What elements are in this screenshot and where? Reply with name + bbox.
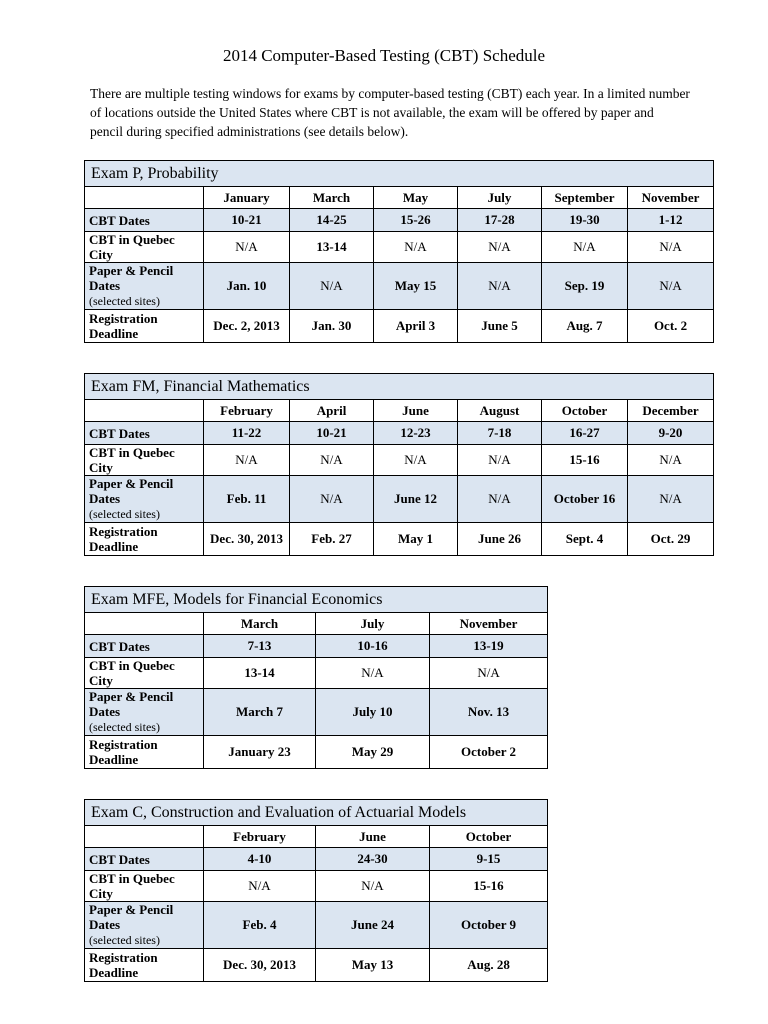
row-label-text: CBT in Quebec City bbox=[89, 658, 175, 688]
row-quebec bbox=[85, 445, 714, 476]
row-label-paper bbox=[85, 902, 204, 949]
date-cell: Feb. 27 bbox=[290, 523, 374, 556]
row-paper bbox=[85, 902, 548, 949]
date-cell: 10-21 bbox=[204, 209, 290, 232]
date-cell: 13-19 bbox=[430, 635, 548, 658]
row-label-subtext: (selected sites) bbox=[89, 294, 160, 308]
row-label-quebec bbox=[85, 871, 204, 902]
date-cell: 12-23 bbox=[374, 422, 458, 445]
date-cell: N/A bbox=[204, 445, 290, 476]
row-label-text: CBT in Quebec City bbox=[89, 445, 175, 475]
row-label-text: Registration Deadline bbox=[89, 737, 158, 767]
row-label-text: Paper & Pencil Dates bbox=[89, 476, 174, 506]
date-cell: May 15 bbox=[374, 263, 458, 310]
exam-title: Exam C, Construction and Evaluation of Actuarial Models bbox=[85, 800, 548, 826]
row-label-paper bbox=[85, 476, 204, 523]
date-cell: April 3 bbox=[374, 310, 458, 343]
row-cbt bbox=[85, 848, 548, 871]
date-cell: 9-15 bbox=[430, 848, 548, 871]
date-cell: N/A bbox=[204, 871, 316, 902]
date-cell: N/A bbox=[628, 445, 714, 476]
date-cell: 11-22 bbox=[204, 422, 290, 445]
date-cell: Nov. 13 bbox=[430, 689, 548, 736]
row-label-quebec bbox=[85, 658, 204, 689]
date-cell: 15-16 bbox=[542, 445, 628, 476]
exam-title: Exam MFE, Models for Financial Economics bbox=[85, 587, 548, 613]
date-cell: June 12 bbox=[374, 476, 458, 523]
date-cell: June 24 bbox=[316, 902, 430, 949]
row-label-text: CBT Dates bbox=[89, 425, 150, 441]
date-cell: 10-16 bbox=[316, 635, 430, 658]
row-label-text: CBT in Quebec City bbox=[89, 871, 175, 901]
date-cell: January 23 bbox=[204, 736, 316, 769]
date-cell: 4-10 bbox=[204, 848, 316, 871]
row-label-text: Registration Deadline bbox=[89, 524, 158, 554]
row-label-subtext: (selected sites) bbox=[89, 507, 160, 521]
date-cell: March 7 bbox=[204, 689, 316, 736]
row-label-cbt bbox=[85, 209, 204, 232]
date-cell: June 5 bbox=[458, 310, 542, 343]
date-cell: N/A bbox=[316, 658, 430, 689]
exam-table bbox=[84, 373, 714, 556]
row-label-text: CBT Dates bbox=[89, 638, 150, 654]
row-label-cbt bbox=[85, 635, 204, 658]
date-cell: Dec. 2, 2013 bbox=[204, 310, 290, 343]
intro-paragraph: There are multiple testing windows for exams by computer-based testing (CBT) each year. In a limited number of locations outside the United States where CBT is not available, the exam will be offered by paper and pencil during specified administrations (see details below). bbox=[90, 86, 690, 139]
month-header: April bbox=[290, 400, 374, 422]
month-header: March bbox=[204, 613, 316, 635]
row-label-text: Paper & Pencil Dates bbox=[89, 689, 174, 719]
month-header: October bbox=[430, 826, 548, 848]
row-label-paper bbox=[85, 689, 204, 736]
date-cell: N/A bbox=[458, 476, 542, 523]
month-header: July bbox=[458, 187, 542, 209]
month-header: January bbox=[204, 187, 290, 209]
page-title: 2014 Computer-Based Testing (CBT) Schedule bbox=[222, 46, 546, 65]
row-cbt bbox=[85, 635, 548, 658]
date-cell: 7-13 bbox=[204, 635, 316, 658]
row-cbt bbox=[85, 209, 714, 232]
row-reg bbox=[85, 949, 548, 982]
date-cell: N/A bbox=[290, 476, 374, 523]
date-cell: N/A bbox=[628, 476, 714, 523]
date-cell: N/A bbox=[290, 263, 374, 310]
row-paper bbox=[85, 263, 714, 310]
date-cell: July 10 bbox=[316, 689, 430, 736]
month-header: December bbox=[628, 400, 714, 422]
date-cell: 9-20 bbox=[628, 422, 714, 445]
date-cell: 17-28 bbox=[458, 209, 542, 232]
date-cell: 19-30 bbox=[542, 209, 628, 232]
date-cell: N/A bbox=[542, 232, 628, 263]
row-label-cbt bbox=[85, 848, 204, 871]
row-label-text: Paper & Pencil Dates bbox=[89, 902, 174, 932]
date-cell: N/A bbox=[290, 445, 374, 476]
date-cell: Dec. 30, 2013 bbox=[204, 523, 290, 556]
date-cell: 10-21 bbox=[290, 422, 374, 445]
date-cell: N/A bbox=[458, 232, 542, 263]
row-label-quebec bbox=[85, 232, 204, 263]
row-label-reg bbox=[85, 949, 204, 982]
date-cell: N/A bbox=[316, 871, 430, 902]
month-header: February bbox=[204, 826, 316, 848]
date-cell: N/A bbox=[628, 263, 714, 310]
date-cell: May 1 bbox=[374, 523, 458, 556]
row-quebec bbox=[85, 658, 548, 689]
row-label-text: CBT in Quebec City bbox=[89, 232, 175, 262]
row-label-quebec bbox=[85, 445, 204, 476]
month-header: March bbox=[290, 187, 374, 209]
month-header-row bbox=[85, 400, 714, 422]
row-cbt bbox=[85, 422, 714, 445]
date-cell: N/A bbox=[204, 232, 290, 263]
header-blank-cell bbox=[85, 187, 204, 209]
row-quebec bbox=[85, 232, 714, 263]
row-label-subtext: (selected sites) bbox=[89, 720, 160, 734]
date-cell: N/A bbox=[374, 232, 458, 263]
row-reg bbox=[85, 523, 714, 556]
month-header: February bbox=[204, 400, 290, 422]
date-cell: 13-14 bbox=[204, 658, 316, 689]
month-header: August bbox=[458, 400, 542, 422]
month-header: July bbox=[316, 613, 430, 635]
date-cell: N/A bbox=[458, 445, 542, 476]
date-cell: N/A bbox=[458, 263, 542, 310]
date-cell: 15-16 bbox=[430, 871, 548, 902]
exam-title-row bbox=[85, 800, 548, 826]
month-header: May bbox=[374, 187, 458, 209]
exam-title: Exam FM, Financial Mathematics bbox=[85, 374, 714, 400]
row-paper bbox=[85, 476, 714, 523]
row-label-reg bbox=[85, 310, 204, 343]
date-cell: N/A bbox=[430, 658, 548, 689]
row-reg bbox=[85, 736, 548, 769]
date-cell: Oct. 2 bbox=[628, 310, 714, 343]
row-label-text: Registration Deadline bbox=[89, 950, 158, 980]
row-label-reg bbox=[85, 523, 204, 556]
exam-table bbox=[84, 160, 714, 343]
row-label-text: CBT Dates bbox=[89, 851, 150, 867]
header-blank-cell bbox=[85, 826, 204, 848]
row-paper bbox=[85, 689, 548, 736]
row-label-cbt bbox=[85, 422, 204, 445]
exam-table bbox=[84, 799, 548, 982]
date-cell: 15-26 bbox=[374, 209, 458, 232]
date-cell: June 26 bbox=[458, 523, 542, 556]
date-cell: May 29 bbox=[316, 736, 430, 769]
row-label-text: CBT Dates bbox=[89, 212, 150, 228]
date-cell: 13-14 bbox=[290, 232, 374, 263]
date-cell: Feb. 4 bbox=[204, 902, 316, 949]
month-header: October bbox=[542, 400, 628, 422]
date-cell: May 13 bbox=[316, 949, 430, 982]
exam-title-row bbox=[85, 587, 548, 613]
exam-title: Exam P, Probability bbox=[85, 161, 714, 187]
exam-title-row bbox=[85, 161, 714, 187]
date-cell: 7-18 bbox=[458, 422, 542, 445]
date-cell: 24-30 bbox=[316, 848, 430, 871]
date-cell: 14-25 bbox=[290, 209, 374, 232]
date-cell: Jan. 30 bbox=[290, 310, 374, 343]
date-cell: N/A bbox=[374, 445, 458, 476]
month-header: November bbox=[430, 613, 548, 635]
row-label-text: Paper & Pencil Dates bbox=[89, 263, 174, 293]
exam-table bbox=[84, 586, 548, 769]
month-header: September bbox=[542, 187, 628, 209]
date-cell: Sep. 19 bbox=[542, 263, 628, 310]
month-header: November bbox=[628, 187, 714, 209]
date-cell: Aug. 28 bbox=[430, 949, 548, 982]
row-label-subtext: (selected sites) bbox=[89, 933, 160, 947]
header-blank-cell bbox=[85, 400, 204, 422]
header-blank-cell bbox=[85, 613, 204, 635]
month-header-row bbox=[85, 826, 548, 848]
date-cell: October 9 bbox=[430, 902, 548, 949]
month-header-row bbox=[85, 613, 548, 635]
month-header: June bbox=[374, 400, 458, 422]
date-cell: October 2 bbox=[430, 736, 548, 769]
row-label-reg bbox=[85, 736, 204, 769]
date-cell: N/A bbox=[628, 232, 714, 263]
date-cell: 16-27 bbox=[542, 422, 628, 445]
row-label-text: Registration Deadline bbox=[89, 311, 158, 341]
date-cell: Aug. 7 bbox=[542, 310, 628, 343]
date-cell: Jan. 10 bbox=[204, 263, 290, 310]
date-cell: Dec. 30, 2013 bbox=[204, 949, 316, 982]
month-header: June bbox=[316, 826, 430, 848]
date-cell: Feb. 11 bbox=[204, 476, 290, 523]
month-header-row bbox=[85, 187, 714, 209]
row-quebec bbox=[85, 871, 548, 902]
date-cell: 1-12 bbox=[628, 209, 714, 232]
date-cell: Oct. 29 bbox=[628, 523, 714, 556]
row-label-paper bbox=[85, 263, 204, 310]
date-cell: October 16 bbox=[542, 476, 628, 523]
date-cell: Sept. 4 bbox=[542, 523, 628, 556]
exam-title-row bbox=[85, 374, 714, 400]
row-reg bbox=[85, 310, 714, 343]
